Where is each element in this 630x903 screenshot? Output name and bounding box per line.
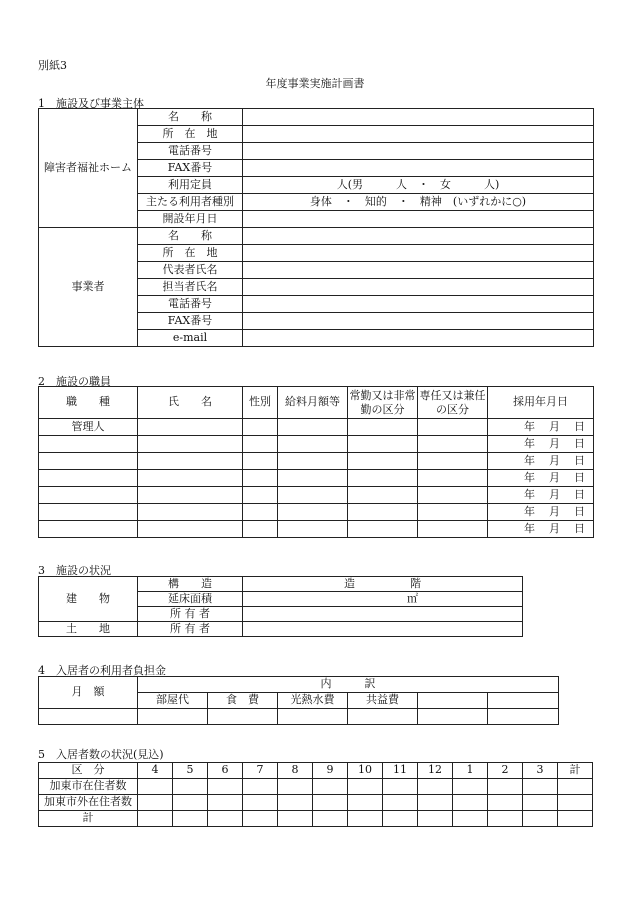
document-title: 年度事業実施計画書 [265,77,365,90]
land-owner-label: 所 有 者 [138,622,243,637]
staff-cell [243,504,278,521]
section-1-heading: 1 施設及び事業主体 [38,97,144,110]
resident-count-cell [488,779,523,795]
building-label: 建 物 [39,577,138,622]
section-3-heading: 3 施設の状況 [38,564,111,577]
resident-count-cell [488,795,523,811]
date-part: 日 [574,453,585,467]
home-fax-value [243,160,594,177]
resident-count-cell [278,779,313,795]
staff-cell [39,521,138,538]
fulltime-header: 常勤又は非常勤の区分 [348,387,418,419]
staff-cell [348,419,418,436]
land-owner-value [243,622,523,637]
date-part: 年 [524,487,535,501]
operator-name-value [243,228,594,245]
staff-cell [418,521,488,538]
staff-cell [418,504,488,521]
staff-cell [278,470,348,487]
date-part: 年 [524,419,535,433]
resident-count-cell [313,795,348,811]
staff-cell [278,453,348,470]
date-part: 日 [574,521,585,535]
section-2-heading: 2 施設の職員 [38,375,111,388]
month-header: 11 [383,763,418,779]
date-part: 月 [549,453,560,467]
staff-cell [348,470,418,487]
category-header: 区 分 [39,763,138,779]
staff-cell [243,419,278,436]
staff-cell [418,436,488,453]
resident-count-cell [243,795,278,811]
resident-count-table [38,762,593,827]
date-part: 日 [574,419,585,433]
total-header: 計 [558,763,593,779]
date-part: 年 [524,521,535,535]
resident-count-cell [453,795,488,811]
resident-count-cell [453,779,488,795]
staff-cell [278,419,348,436]
common-fee-header: 共益費 [348,693,418,709]
resident-count-cell [348,795,383,811]
hire-date-parts [488,489,593,501]
resident-count-cell [558,811,593,827]
staff-hire-date-cell [488,436,594,453]
resident-count-cell [348,811,383,827]
resident-count-cell [208,779,243,795]
staff-cell [138,504,243,521]
resident-count-cell [488,811,523,827]
date-part: 日 [574,487,585,501]
hire-date-parts [488,472,593,484]
month-header: 8 [278,763,313,779]
hire-date-header: 採用年月日 [488,387,594,419]
staff-cell [278,521,348,538]
staff-cell [138,521,243,538]
home-user-type-value: 身体 ・ 知的 ・ 精神 (いずれかに○) [243,194,594,211]
home-address-label: 所 在 地 [138,126,243,143]
operator-email-value [243,330,594,347]
meal-fee-header: 食 費 [208,693,278,709]
resident-count-cell [383,779,418,795]
home-capacity-label: 利用定員 [138,177,243,194]
hire-date-parts [488,455,593,467]
document-reference: 別紙3 [38,59,67,72]
resident-count-cell [138,811,173,827]
operator-address-label: 所 在 地 [138,245,243,262]
staff-cell [278,436,348,453]
staff-hire-date-cell [488,521,594,538]
breakdown-label: 内 訳 [138,677,559,693]
extra-fee-2-value [488,709,559,725]
utility-fee-header: 光熱水費 [278,693,348,709]
resident-count-cell [558,795,593,811]
staff-cell [39,470,138,487]
resident-count-cell [313,779,348,795]
dedicated-header: 専任又は兼任の区分 [418,387,488,419]
extra-fee-1-header [418,693,488,709]
contact-person-name-value [243,279,594,296]
staff-hire-date-cell [488,470,594,487]
staff-cell [39,504,138,521]
home-section-label: 障害者福祉ホーム [39,109,138,228]
staff-cell [138,419,243,436]
staff-cell [39,453,138,470]
name-header: 氏 名 [138,387,243,419]
representative-name-label: 代表者氏名 [138,262,243,279]
home-name-label: 名 称 [138,109,243,126]
structure-label: 構 造 [138,577,243,592]
month-header: 6 [208,763,243,779]
resident-count-cell [313,811,348,827]
staff-cell [243,521,278,538]
resident-count-cell [173,811,208,827]
resident-count-cell [523,811,558,827]
monthly-label: 月 額 [39,677,138,709]
date-part: 月 [549,419,560,433]
staff-cell [243,470,278,487]
operator-section-label: 事業者 [39,228,138,347]
hire-date-parts [488,523,593,535]
resident-count-cell [173,779,208,795]
resident-count-cell [383,811,418,827]
staff-cell [138,436,243,453]
floor-area-label: 延床面積 [138,592,243,607]
operator-fax-label: FAX番号 [138,313,243,330]
operator-phone-label: 電話番号 [138,296,243,313]
home-name-value [243,109,594,126]
month-header: 3 [523,763,558,779]
extra-fee-2-header [488,693,559,709]
date-part: 年 [524,453,535,467]
date-part: 月 [549,487,560,501]
staff-cell [39,436,138,453]
resident-count-cell [278,811,313,827]
date-part: 年 [524,504,535,518]
resident-count-cell [243,811,278,827]
building-owner-value [243,607,523,622]
structure-value: 造 階 [243,577,523,592]
contact-person-name-label: 担当者氏名 [138,279,243,296]
room-fee-header: 部屋代 [138,693,208,709]
staff-table [38,386,594,538]
facility-status-table [38,576,523,637]
staff-cell [348,521,418,538]
staff-cell [348,453,418,470]
resident-count-cell [208,811,243,827]
resident-count-cell [243,779,278,795]
facility-table [38,108,594,347]
home-phone-value [243,143,594,160]
month-header: 7 [243,763,278,779]
staff-cell [243,453,278,470]
resident-count-cell [523,795,558,811]
utility-fee-value [278,709,348,725]
resident-count-cell [278,795,313,811]
home-opening-date-label: 開設年月日 [138,211,243,228]
out-city-residents-row-label: 加東市外在住者数 [39,795,138,811]
staff-cell [39,487,138,504]
resident-count-cell [173,795,208,811]
staff-cell [418,487,488,504]
operator-phone-value [243,296,594,313]
resident-count-cell [138,779,173,795]
in-city-residents-row-label: 加東市在住者数 [39,779,138,795]
month-header: 9 [313,763,348,779]
common-fee-value [348,709,418,725]
building-owner-label: 所 有 者 [138,607,243,622]
staff-cell [348,487,418,504]
staff-job-cell: 管理人 [39,419,138,436]
representative-name-value [243,262,594,279]
resident-count-cell [418,795,453,811]
staff-hire-date-cell [488,419,594,436]
job-type-header: 職 種 [39,387,138,419]
hire-date-parts [488,421,593,433]
home-capacity-value: 人(男 人 ・ 女 人) [243,177,594,194]
month-header: 10 [348,763,383,779]
staff-cell [243,487,278,504]
month-header: 1 [453,763,488,779]
floor-area-unit: ㎡ [243,592,523,607]
date-part: 日 [574,504,585,518]
date-part: 月 [549,521,560,535]
salary-header: 給料月額等 [278,387,348,419]
operator-address-value [243,245,594,262]
user-fee-table [38,676,559,725]
staff-hire-date-cell [488,487,594,504]
home-opening-date-value [243,211,594,228]
hire-date-parts [488,506,593,518]
home-address-value [243,126,594,143]
section-5-heading: 5 入居者数の状況(見込) [38,748,164,761]
meal-fee-value [208,709,278,725]
gender-header: 性別 [243,387,278,419]
resident-count-cell [418,779,453,795]
staff-hire-date-cell [488,504,594,521]
room-fee-value [138,709,208,725]
resident-count-cell [418,811,453,827]
date-part: 月 [549,436,560,450]
date-part: 日 [574,470,585,484]
staff-cell [278,487,348,504]
resident-count-cell [208,795,243,811]
staff-cell [418,419,488,436]
operator-fax-value [243,313,594,330]
date-part: 年 [524,470,535,484]
month-header: 12 [418,763,453,779]
staff-cell [418,470,488,487]
home-fax-label: FAX番号 [138,160,243,177]
date-part: 年 [524,436,535,450]
land-label: 土 地 [39,622,138,637]
staff-cell [348,504,418,521]
date-part: 月 [549,470,560,484]
month-header: 2 [488,763,523,779]
home-user-type-label: 主たる利用者種別 [138,194,243,211]
staff-cell [243,436,278,453]
operator-email-label: e-mail [138,330,243,347]
resident-count-cell [523,779,558,795]
resident-count-cell [348,779,383,795]
date-part: 日 [574,436,585,450]
staff-hire-date-cell [488,453,594,470]
staff-cell [138,487,243,504]
staff-cell [138,453,243,470]
section-4-heading: 4 入居者の利用者負担金 [38,664,166,677]
home-phone-label: 電話番号 [138,143,243,160]
month-header: 5 [173,763,208,779]
monthly-value [39,709,138,725]
date-part: 月 [549,504,560,518]
resident-count-cell [453,811,488,827]
month-header: 4 [138,763,173,779]
staff-cell [278,504,348,521]
hire-date-parts [488,438,593,450]
total-row-label: 計 [39,811,138,827]
staff-cell [418,453,488,470]
staff-cell [138,470,243,487]
resident-count-cell [138,795,173,811]
resident-count-cell [558,779,593,795]
resident-count-cell [383,795,418,811]
operator-name-label: 名 称 [138,228,243,245]
extra-fee-1-value [418,709,488,725]
staff-cell [348,436,418,453]
